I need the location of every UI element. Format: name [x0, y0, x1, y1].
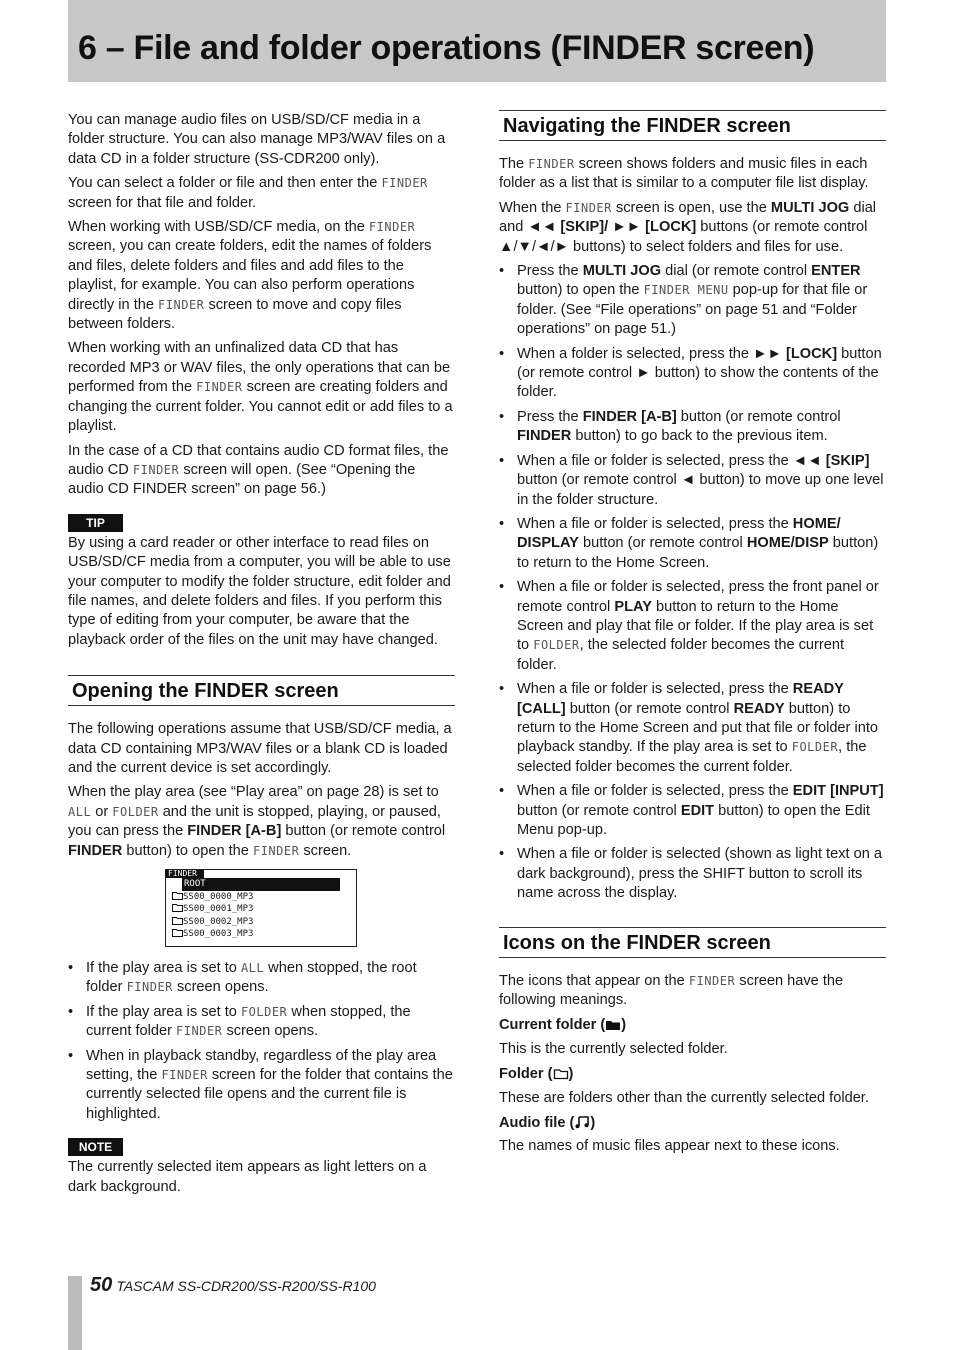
bold-term: FINDER [A-B]	[187, 823, 282, 840]
text-run: screen, you can create folders, edit the names of folders and files, delete folders and files and add files to the playlist, for example. You can also perform operations directly in the	[68, 238, 432, 313]
icon-item-label: Current folder (	[499, 1017, 606, 1034]
list-item	[68, 1003, 455, 1042]
text-run: If the play area is set to	[86, 1003, 241, 1020]
text-run: You can manage audio files on USB/SD/CF media in a folder structure. You can also manage MP3/WAV files on a data CD in a folder structure (SS-CDR200 only).	[68, 112, 446, 167]
bullet-icon: •	[68, 1003, 74, 1020]
text-run: button) to open the	[517, 282, 644, 299]
lcd-term: FINDER	[161, 1068, 208, 1083]
icon-item-desc: These are folders other than the currently selected folder.	[499, 1089, 869, 1106]
intro-paragraph	[68, 339, 455, 436]
bold-term: READY [CALL]	[517, 681, 844, 717]
left-column	[68, 111, 455, 1202]
bold-term: READY	[733, 700, 785, 717]
text-run: screen have the following meanings.	[499, 972, 844, 1009]
filled-folder-icon	[605, 1018, 621, 1037]
text-run: button (or remote control	[281, 823, 446, 840]
lcd-term: FINDER	[368, 220, 416, 235]
text-run: buttons (or remote control ▲/▼/◄/► buttons) to select folders and files for use.	[499, 219, 868, 255]
bold-term: FINDER	[517, 428, 572, 445]
intro-paragraph	[68, 218, 455, 334]
text-run: button) to return to the Home Screen.	[517, 535, 879, 571]
text-run: button) to go back to the previous item.	[571, 428, 828, 445]
text-run: The icons that appear on the	[499, 972, 689, 989]
lcd-row-label: SS00_0002_MP3	[183, 916, 254, 927]
nav-bullets	[499, 262, 886, 904]
lcd-term: FOLDER	[791, 740, 839, 755]
title-bar	[68, 0, 886, 82]
lcd-folder-row	[166, 903, 356, 916]
bold-term: ►► [LOCK]	[753, 345, 838, 362]
opening-bullets	[68, 959, 455, 1124]
list-item	[499, 845, 886, 903]
lcd-term: FINDER	[688, 973, 736, 988]
lcd-header: FINDER	[166, 870, 204, 878]
text-run: , the selected folder becomes the current folder.	[517, 637, 845, 673]
text-run: When the play area (see “Play area” on page 28) is set to	[68, 784, 439, 801]
intro-paragraph	[68, 174, 455, 213]
text-run: In the case of a CD that contains audio CD format files, the audio CD	[68, 442, 449, 478]
nav-paragraph-1	[499, 155, 886, 194]
text-run: When a file or folder is selected, press the	[517, 681, 793, 698]
bullet-icon: •	[499, 846, 505, 863]
opening-heading: Opening the FINDER screen	[72, 680, 339, 703]
lcd-term: FINDER	[132, 462, 180, 477]
bold-term: FINDER	[68, 842, 123, 859]
nav-paragraph-2	[499, 199, 886, 257]
list-item	[499, 345, 886, 403]
text-run: button) to open the	[122, 842, 253, 859]
bullet-icon: •	[499, 515, 505, 532]
text-run: screen are creating folders and changing the current folder. You cannot edit or add files to a playlist.	[68, 379, 453, 435]
intro-text	[68, 111, 455, 500]
lcd-term: FINDER	[176, 1024, 223, 1039]
text-run: button (or remote control ◄ button) to move up one level in the folder structure.	[517, 472, 884, 508]
text-run: When a folder is selected, press the	[517, 345, 754, 362]
lcd-term: FINDER	[252, 843, 300, 858]
icon-item-desc: The names of music files appear next to these icons.	[499, 1138, 840, 1155]
tip-label: TIP	[68, 514, 123, 532]
lcd-term: FOLDER	[112, 804, 159, 819]
intro-paragraph	[68, 111, 455, 169]
text-run: button (or remote control	[578, 535, 747, 552]
lcd-term: FINDER	[196, 380, 243, 395]
text-run: button to return to the Home Screen and play that file or folder. If the play area is set to	[517, 598, 874, 654]
text-run: screen shows folders and music files in each folder as a list that is similar to a computer file list display.	[499, 156, 869, 192]
text-run: screen opens.	[172, 979, 269, 996]
list-item	[68, 1047, 455, 1125]
intro-paragraph	[68, 442, 455, 500]
text-run: when stopped, the current folder	[86, 1003, 411, 1040]
text-run: button (or remote control	[565, 700, 734, 717]
list-item	[499, 515, 886, 573]
text-run: You can select a folder or file and then enter the	[68, 175, 382, 192]
footer	[90, 1276, 376, 1297]
text-run: Press the	[517, 263, 583, 280]
icon-item-paren: )	[590, 1115, 596, 1132]
bold-term: PLAY	[614, 598, 652, 615]
folder-icon	[172, 929, 183, 939]
text-run: When in playback standby, regardless of the play area setting, the	[86, 1047, 437, 1084]
lcd-term: FINDER	[158, 297, 205, 312]
icon-item-label: Folder (	[499, 1066, 553, 1083]
icons-heading: Icons on the FINDER screen	[503, 931, 771, 954]
opening-paragraph-2	[68, 783, 455, 861]
icon-item-title	[499, 1016, 886, 1037]
text-run: screen will open. (See “Opening the audio CD FINDER screen” on page 56.)	[68, 461, 416, 498]
text-run: When a file or folder is selected, press the	[517, 783, 793, 800]
opening-paragraph-1: The following operations assume that USB/SD/CF media, a data CD containing MP3/WAV files or a blank CD is loaded and the current device is set accordingly.	[68, 721, 452, 776]
bullet-icon: •	[499, 579, 505, 596]
text-run: screen to move and copy files between folders.	[68, 296, 402, 333]
bullet-icon: •	[68, 1047, 74, 1064]
lcd-term: FOLDER	[240, 1004, 288, 1019]
icon-item-paren: )	[568, 1066, 574, 1083]
text-run: screen opens.	[222, 1023, 319, 1040]
list-item	[499, 578, 886, 675]
text-run: screen for that file and folder.	[68, 194, 257, 211]
folder-icon	[172, 904, 183, 914]
lcd-term: FINDER	[565, 200, 612, 215]
note-label: NOTE	[68, 1138, 123, 1156]
text-run: , the selected folder becomes the current folder.	[517, 739, 867, 775]
right-column	[499, 110, 886, 1162]
text-run: when stopped, the root folder	[86, 960, 417, 996]
text-run: dial and	[499, 199, 877, 236]
music-note-icon	[574, 1115, 590, 1135]
text-run: The	[499, 156, 529, 172]
lcd-term: FINDER	[528, 157, 575, 171]
bullet-icon: •	[499, 681, 505, 698]
lcd-row-label: SS00_0001_MP3	[183, 904, 254, 915]
bullet-icon: •	[499, 452, 505, 469]
folder-icon	[172, 892, 183, 902]
text-run: When a file or folder is selected, press the front panel or remote control	[517, 579, 879, 615]
text-run: screen for the folder that contains the currently selected file opens and the current file is highlighted.	[86, 1067, 453, 1122]
lcd-term: FOLDER	[533, 638, 580, 653]
text-run: or	[91, 803, 113, 820]
lcd-term: FINDER	[381, 176, 428, 191]
bold-term: ENTER	[811, 263, 861, 280]
icons-heading-box	[499, 927, 886, 958]
text-run: button) to return to the Home Screen and put that file or folder into playback standby. If the play area is set to	[517, 700, 878, 756]
bullet-icon: •	[499, 408, 505, 425]
lcd-term: FINDER MENU	[643, 283, 729, 298]
lcd-folder-row	[166, 891, 356, 904]
lcd-term: FINDER	[126, 980, 173, 995]
model-name: TASCAM SS-CDR200/SS-R200/SS-R100	[116, 1278, 376, 1294]
icon-item-paren: )	[621, 1017, 627, 1034]
bold-term: MULTI JOG	[770, 199, 850, 216]
text-run: button) to open the Edit Menu pop-up.	[517, 802, 870, 838]
icon-item-label: Audio file (	[499, 1115, 575, 1132]
icon-item-desc: This is the currently selected folder.	[499, 1040, 728, 1057]
list-item	[68, 959, 455, 998]
text-run: and the unit is stopped, playing, or paused, you can press the	[68, 803, 441, 840]
folder-icon	[172, 917, 183, 927]
lcd-term: ALL	[240, 961, 265, 975]
bold-term: EDIT	[680, 802, 715, 819]
text-run: pop-up for that file or folder. (See “File operations” on page 51 and “Folder operations” on page 51.)	[517, 282, 868, 338]
bullet-icon: •	[499, 783, 505, 800]
finder-lcd-screen	[165, 869, 357, 947]
page-number: 50	[90, 1274, 113, 1296]
bold-term: EDIT [INPUT]	[792, 783, 884, 800]
list-item	[499, 408, 886, 447]
text-run: When a file or folder is selected, press the	[517, 452, 793, 469]
text-run: button (or remote control	[517, 802, 681, 819]
list-item	[499, 680, 886, 777]
lcd-row-label: SS00_0003_MP3	[183, 929, 254, 940]
icon-item-title	[499, 1114, 886, 1135]
lcd-folder-row	[166, 916, 356, 929]
text-run: When working with an unfinalized data CD that has recorded MP3 or WAV files, the only operations that can be performed from the	[68, 340, 451, 396]
folder-icon	[553, 1067, 569, 1086]
bold-term: HOME/DISP	[746, 535, 829, 552]
tip-text: By using a card reader or other interface to read files on USB/SD/CF media from a computer, you will be able to use your computer to modify the folder structure, edit folder and file names, and delete folders and files. If you perform this type of editing from your computer, be aware that the playback order of the files on the unit may have changed.	[68, 534, 451, 648]
text-run: If the play area is set to	[86, 960, 241, 976]
text-run: When a file or folder is selected, press the	[517, 515, 793, 532]
bullet-icon: •	[68, 960, 74, 976]
bold-term: FINDER [A-B]	[582, 408, 677, 425]
nav-heading: Navigating the FINDER screen	[503, 115, 791, 137]
bullet-icon: •	[499, 345, 505, 362]
text-run: When a file or folder is selected (shown as light text on a dark background), press the SHIFT button to scroll its name across the display.	[517, 846, 883, 902]
text-run: Press the	[517, 408, 583, 425]
nav-heading-box	[499, 110, 886, 141]
text-run: button (or remote control	[676, 408, 841, 425]
text-run: screen.	[299, 842, 352, 859]
lcd-selected-row: ROOT	[182, 878, 340, 891]
lcd-row-label: SS00_0000_MP3	[183, 891, 254, 902]
text-run: screen is open, use the	[611, 199, 771, 216]
footer-bar	[68, 1276, 82, 1350]
bold-term: HOME/ DISPLAY	[517, 515, 841, 552]
list-item	[499, 262, 886, 340]
text-run: dial (or remote control	[661, 263, 812, 280]
lcd-term: ALL	[68, 804, 92, 819]
page-title: 6 – File and folder operations (FINDER screen)	[78, 29, 815, 67]
bold-term: ◄◄ [SKIP]	[792, 452, 870, 469]
list-item	[499, 452, 886, 510]
opening-heading-box	[68, 675, 455, 706]
icons-paragraph	[499, 972, 886, 1011]
text-run: When the	[499, 199, 566, 216]
bold-term: ◄◄ [SKIP]/ ►► [LOCK]	[527, 219, 697, 236]
text-run: When working with USB/SD/CF media, on the	[68, 219, 369, 236]
note-text: The currently selected item appears as light letters on a dark background.	[68, 1159, 427, 1195]
icon-item-title	[499, 1065, 886, 1086]
text-run: button (or remote control ► button) to show the contents of the folder.	[517, 345, 882, 401]
bullet-icon: •	[499, 263, 505, 280]
list-item	[499, 782, 886, 840]
bold-term: MULTI JOG	[582, 263, 662, 280]
lcd-folder-row	[166, 928, 356, 941]
